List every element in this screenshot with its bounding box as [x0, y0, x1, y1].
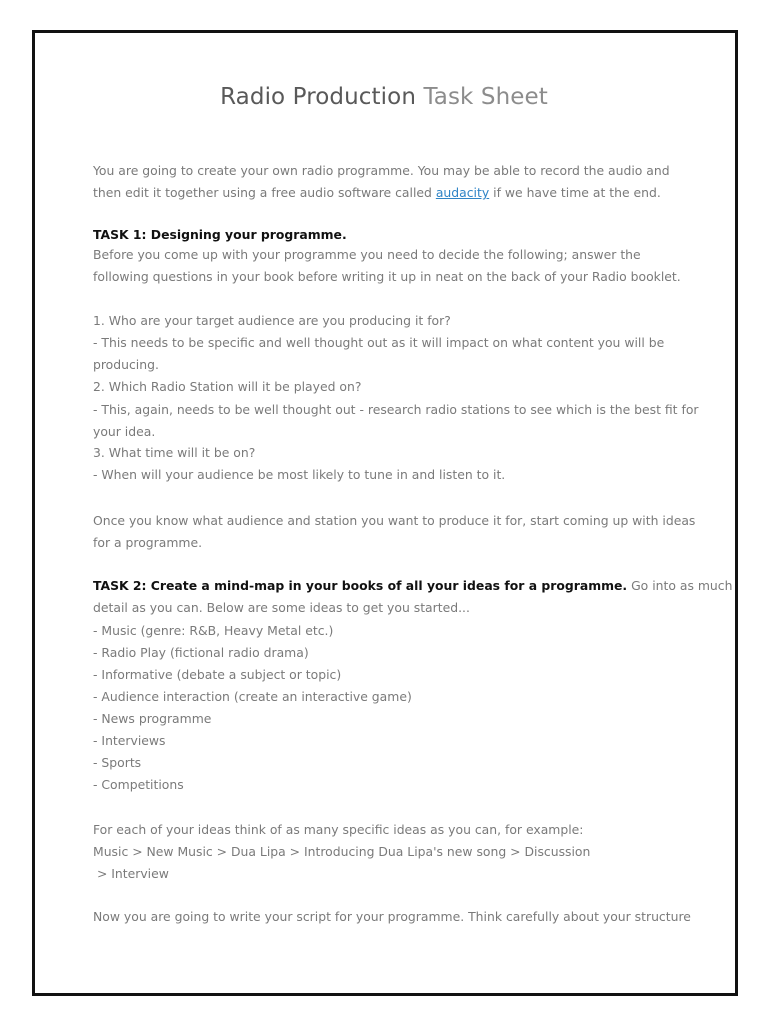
script-line: Now you are going to write your script for your programme. Think carefully about your structure	[93, 909, 691, 924]
idea-item: - Audience interaction (create an interactive game)	[93, 689, 412, 704]
idea-item: - Informative (debate a subject or topic)	[93, 667, 342, 682]
task1-desc-line-2: following questions in your book before writing it up in neat on the back of your Radio booklet.	[93, 269, 681, 284]
example-intro: For each of your ideas think of as many specific ideas as you can, for example:	[93, 822, 584, 837]
idea-item: - Competitions	[93, 777, 184, 792]
task2-heading: TASK 2: Create a mind-map in your books of all your ideas for a programme.	[93, 578, 628, 593]
intro-line-1: You are going to create your own radio programme. You may be able to record the audio and	[93, 163, 670, 178]
example-line-2: > Interview	[93, 866, 169, 881]
task2-desc-line-2: detail as you can. Below are some ideas to get you started...	[93, 600, 470, 615]
task1-question-2-note-line-2: your idea.	[93, 424, 156, 439]
task1-question-2-note-line-1: - This, again, needs to be well thought out - research radio stations to see which is the best fit for	[93, 402, 699, 417]
task1-question-3-note: - When will your audience be most likely to tune in and listen to it.	[93, 467, 506, 482]
title-part-2: Task Sheet	[423, 84, 548, 110]
task2-heading-tail: Go into as much	[627, 578, 733, 593]
document-title	[0, 84, 768, 110]
task1-outro-line-1: Once you know what audience and station you want to produce it for, start coming up with ideas	[93, 513, 696, 528]
intro-line-2-before: then edit it together using a free audio software called	[93, 185, 436, 200]
task2-heading-line	[93, 575, 732, 597]
intro-line-2-after: if we have time at the end.	[489, 185, 661, 200]
task1-desc-line-1: Before you come up with your programme you need to decide the following; answer the	[93, 247, 641, 262]
task1-question-1-note-line-1: - This needs to be specific and well thought out as it will impact on what content you will be	[93, 335, 665, 350]
example-line-1: Music > New Music > Dua Lipa > Introducing Dua Lipa's new song > Discussion	[93, 844, 591, 859]
idea-item: - News programme	[93, 711, 212, 726]
intro-line-2	[93, 182, 661, 204]
audacity-link[interactable]: audacity	[435, 185, 490, 200]
task1-outro-line-2: for a programme.	[93, 535, 203, 550]
task1-question-3: 3. What time will it be on?	[93, 445, 256, 460]
task1-heading: TASK 1: Designing your programme.	[93, 227, 347, 242]
task1-question-1-note-line-2: producing.	[93, 357, 159, 372]
idea-item: - Radio Play (fictional radio drama)	[93, 645, 309, 660]
idea-item: - Interviews	[93, 733, 166, 748]
title-part-1: Radio Production	[220, 84, 417, 110]
task1-question-2: 2. Which Radio Station will it be played on?	[93, 379, 362, 394]
task1-question-1: 1. Who are your target audience are you producing it for?	[93, 313, 451, 328]
idea-item: - Sports	[93, 755, 142, 770]
idea-item: - Music (genre: R&B, Heavy Metal etc.)	[93, 623, 334, 638]
